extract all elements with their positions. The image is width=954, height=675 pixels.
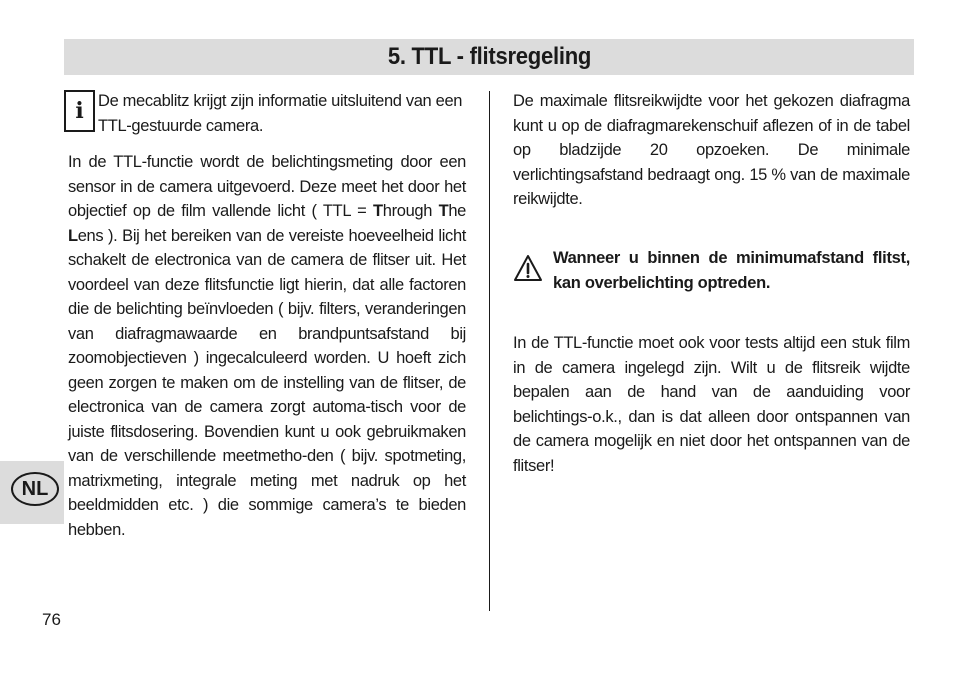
- paragraph-text-start: In de TTL-functie wordt de belichtingsmeting door een sensor in de camera uitgevoerd. Deze meet het door het objectief op de film vallende licht ( TTL =: [68, 153, 466, 220]
- max-range-paragraph: De maximale flitsreikwijdte voor het gekozen diafragma kunt u op de diafragmarekenschuif aflezen of in de tabel op bladzijde 20 opzoeken. De minimale verlichtingsafstand bedraagt ong. 15 % van de maximale reikwijdte.: [513, 92, 910, 208]
- ttl-letter-t1: T: [373, 202, 383, 220]
- warning-text: Wanneer u binnen de minimumafstand flitst, kan overbelichting optreden.: [553, 249, 910, 292]
- right-column-top: [513, 89, 910, 212]
- ttl-word-hrough: hrough: [382, 202, 439, 220]
- column-divider: [489, 91, 490, 611]
- info-icon: i: [64, 90, 95, 132]
- page-title: 5. TTL - flitsregeling: [387, 43, 591, 70]
- ttl-explanation-paragraph: [68, 150, 466, 542]
- right-column-bottom: [513, 331, 910, 478]
- language-badge: NL: [11, 472, 59, 506]
- ttl-letter-l: L: [68, 226, 78, 245]
- title-bar: [64, 39, 914, 75]
- ttl-letter-t2: T: [438, 202, 449, 220]
- page-number: 76: [42, 610, 61, 629]
- ttl-word-he: he: [448, 202, 466, 220]
- info-note-text: De mecablitz krijgt zijn informatie uitsluitend van een TTL-gestuurde camera.: [98, 92, 463, 135]
- paragraph-text-end: ens ). Bij het bereiken van de vereiste hoeveelheid licht schakelt de electronica van de camera de flitser uit. Het voordeel van deze flitsfunctie ligt hierin, dat alle factoren die de belichting beïnvloeden ( bijv. filters, veranderingen van diafragmawaarde en brandpuntsafstand bij zoomobjectieven ) ingecalculeerd worden. U hoeft zich geen zorgen te maken om de instelling van de flitser, de electronica van de camera zorgt automa-tisch voor de juiste flitsdosering. Bovendien kunt u ook gebruikmaken van de verschillende meetmetho-den ( bijv. spotmeting, matrixmeting, integrale meting met nadruk op het beeldmidden etc. ) die sommige camera’s te bieden hebben.: [68, 226, 466, 539]
- warning-triangle-icon: [513, 254, 543, 282]
- film-test-paragraph: In de TTL-functie moet ook voor tests altijd een stuk film in de camera ingelegd zijn. Wilt u de flitsreik wijdte bepalen aan de hand van de aanduiding voor belichtings-o.k., dan is dat alleen door ontspannen van de camera mogelijk en niet door het ontspannen van de flitser!: [513, 334, 910, 475]
- left-column: [68, 150, 466, 542]
